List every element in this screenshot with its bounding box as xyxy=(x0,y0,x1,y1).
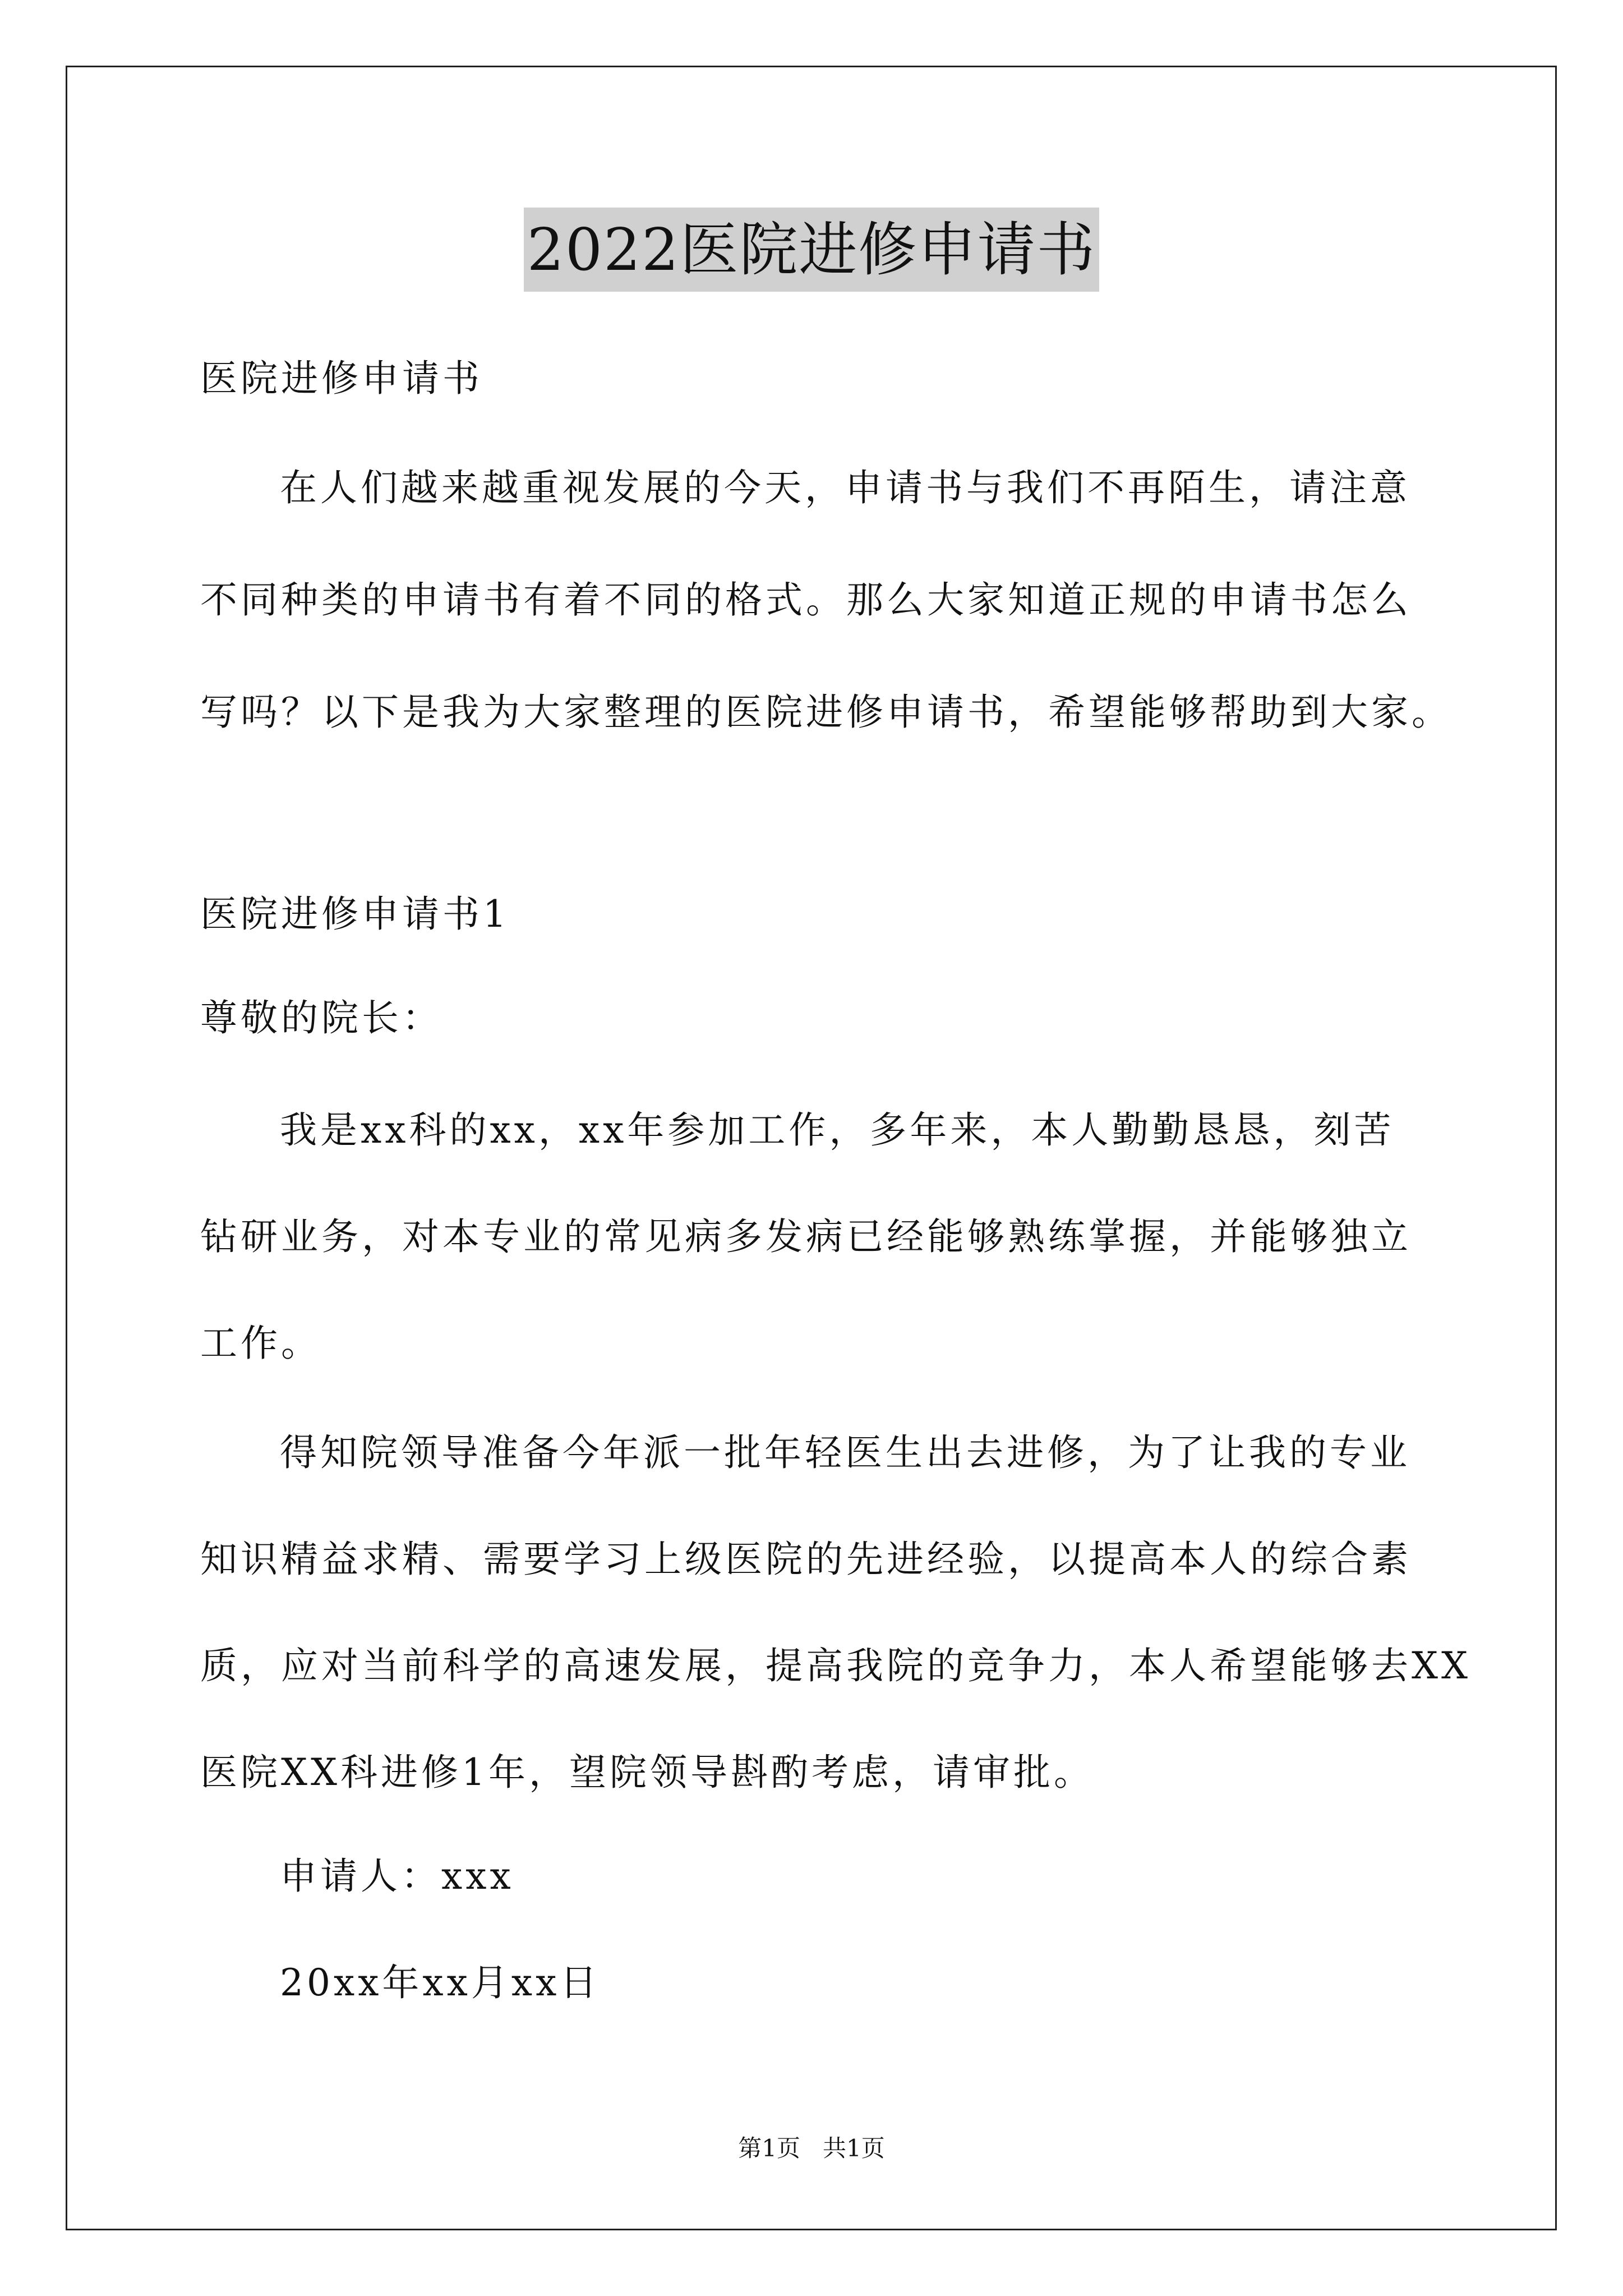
page-footer: 第1页 共1页 xyxy=(738,2134,885,2162)
title-area xyxy=(0,208,1623,292)
paragraph-line: 工作。 xyxy=(200,1322,321,1365)
paragraph-line: 不同种类的申请书有着不同的格式。那么大家知道正规的申请书怎么 xyxy=(200,578,1412,622)
paragraph-line: 钻研业务，对本专业的常见病多发病已经能够熟练掌握，并能够独立 xyxy=(200,1215,1412,1258)
section-heading: 医院进修申请书 xyxy=(200,357,483,400)
paragraph-line: 我是xx科的xx，xx年参加工作，多年来，本人勤勤恳恳，刻苦 xyxy=(280,1108,1395,1152)
salutation: 尊敬的院长： xyxy=(200,996,442,1039)
document-title: 2022医院进修申请书 xyxy=(524,208,1100,292)
date-line: 20xx年xx月xx日 xyxy=(280,1961,601,2004)
paragraph-line: 得知院领导准备今年派一批年轻医生出去进修，为了让我的专业 xyxy=(280,1431,1410,1474)
applicant-line: 申请人：xxx xyxy=(280,1855,514,1898)
section-heading: 医院进修申请书1 xyxy=(200,892,510,936)
paragraph-line: 医院XX科进修1年，望院领导斟酌考虑，请审批。 xyxy=(200,1751,1094,1794)
paragraph-line: 写吗？以下是我为大家整理的医院进修申请书，希望能够帮助到大家。 xyxy=(200,691,1452,734)
paragraph-line: 在人们越来越重视发展的今天，申请书与我们不再陌生，请注意 xyxy=(280,466,1410,509)
paragraph-line: 质，应对当前科学的高速发展，提高我院的竞争力，本人希望能够去XX xyxy=(200,1644,1471,1687)
paragraph-line: 知识精益求精、需要学习上级医院的先进经验，以提高本人的综合素 xyxy=(200,1538,1412,1581)
